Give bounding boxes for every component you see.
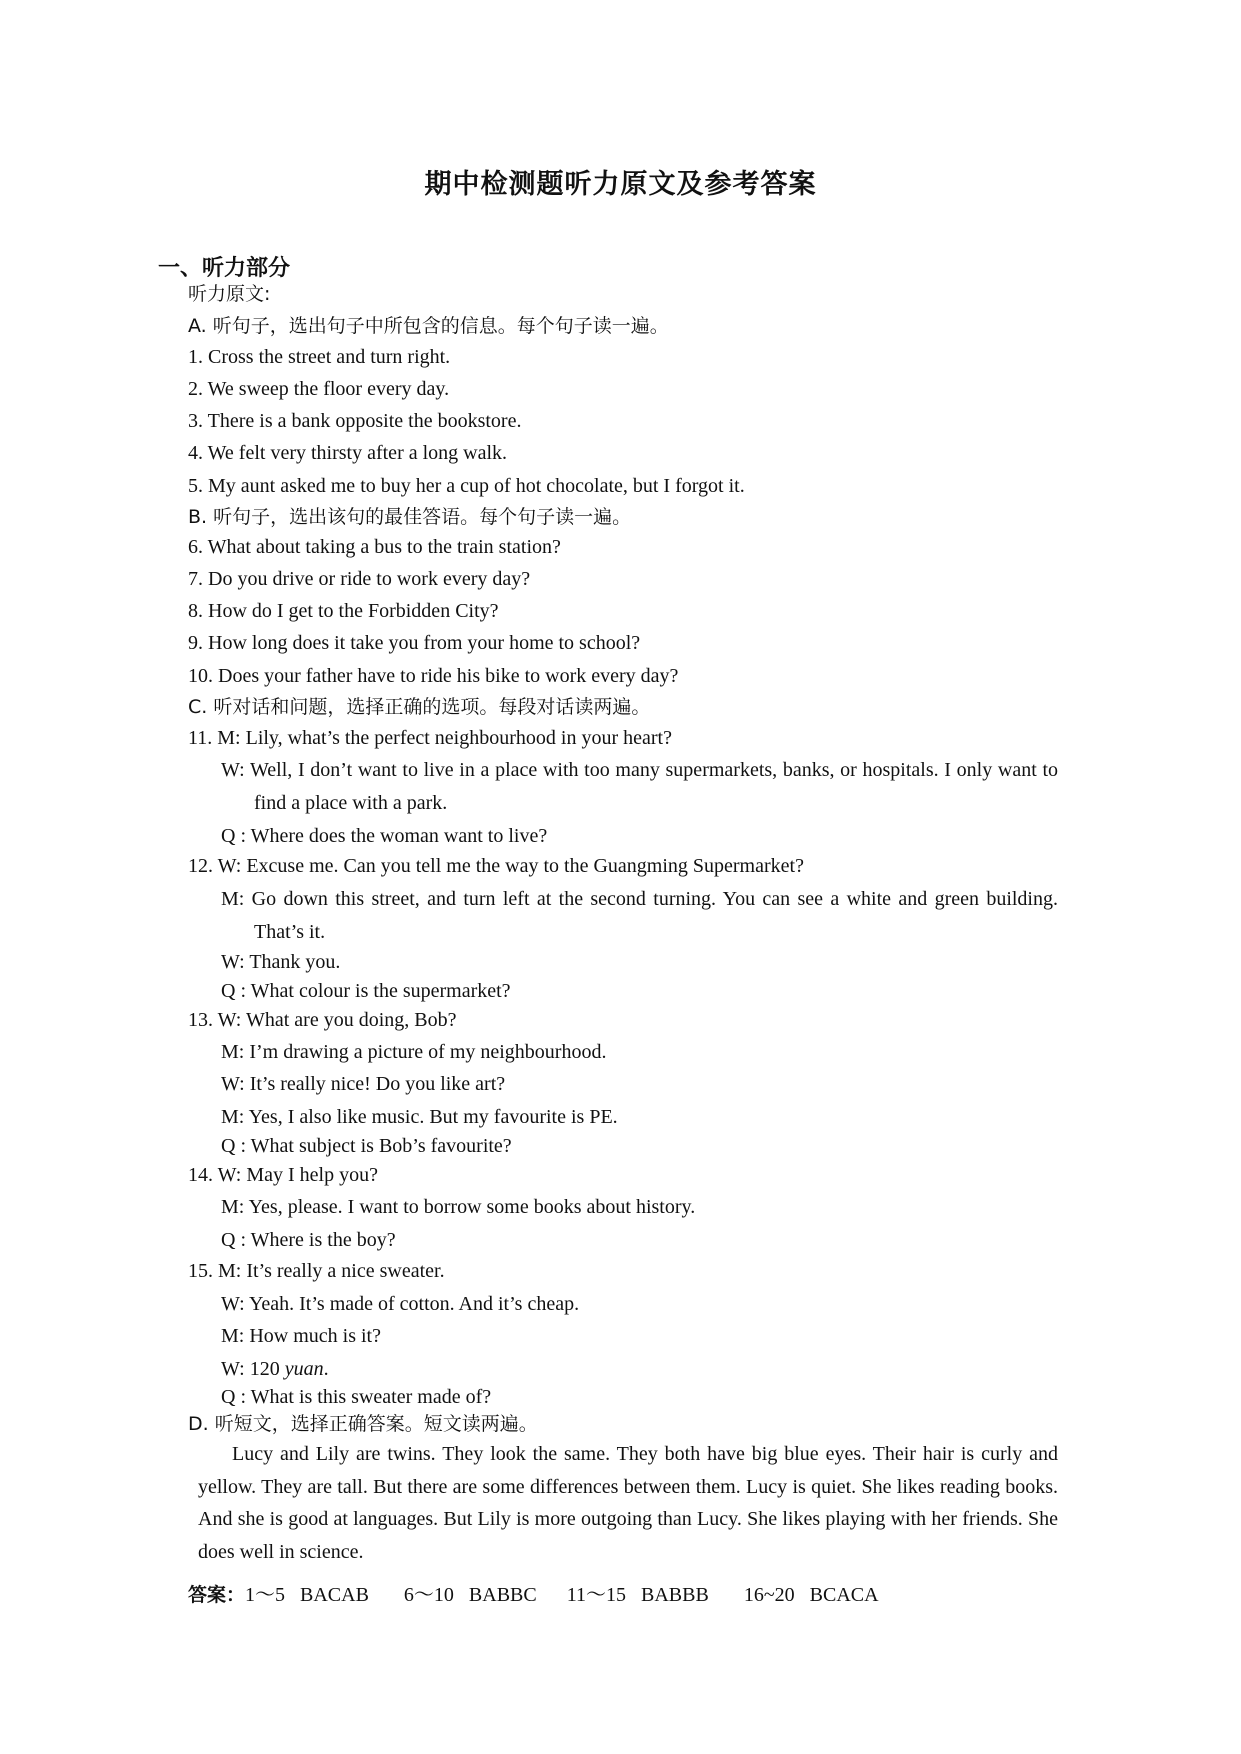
dialogue-question: Q : Where does the woman want to live? <box>221 825 548 847</box>
dialogue-line: 13. W: What are you doing, Bob? <box>188 1009 457 1031</box>
dialogue-line: W: Thank you. <box>221 951 341 973</box>
list-item: 6. What about taking a bus to the train station? <box>188 536 561 558</box>
list-item: 7. Do you drive or ride to work every day? <box>188 568 531 590</box>
page-title: 期中检测题听力原文及参考答案 <box>424 169 817 200</box>
dialogue-line: M: Yes, I also like music. But my favourite is PE. <box>221 1106 618 1128</box>
dialogue-line: W: Well, I don’t want to live in a place with too many supermarkets, banks, or hospitals. I only want to find a place with a park. <box>221 759 1058 814</box>
answer-range: 11～15 <box>566 1584 626 1606</box>
section-intro: 听力原文: <box>188 283 271 305</box>
dialogue-line <box>221 1357 329 1381</box>
dialogue-line: 11. M: Lily, what’s the perfect neighbourhood in your heart? <box>188 727 672 749</box>
part-b-instruction: B. 听句子，选出该句的最佳答语。每个句子读一遍。 <box>188 506 632 528</box>
dialogue-line: 14. W: May I help you? <box>188 1164 378 1186</box>
answer-key <box>188 1578 879 1607</box>
dialogue-line: W: Yeah. It’s made of cotton. And it’s cheap. <box>221 1293 580 1315</box>
dialogue-question: Q : What colour is the supermarket? <box>221 980 511 1002</box>
list-item: 2. We sweep the floor every day. <box>188 378 450 400</box>
part-c-instruction: C. 听对话和问题，选择正确的选项。每段对话读两遍。 <box>188 696 651 718</box>
answer-range: 16~20 <box>743 1584 795 1606</box>
currency-word: yuan <box>284 1358 324 1380</box>
answer-value: BABBC <box>468 1584 537 1606</box>
list-item: 3. There is a bank opposite the bookstore. <box>188 410 522 432</box>
part-d-instruction: D. 听短文，选择正确答案。短文读两遍。 <box>188 1413 538 1435</box>
answer-value: BCACA <box>809 1584 879 1606</box>
dialogue-line: 12. W: Excuse me. Can you tell me the way to the Guangming Supermarket? <box>188 855 804 877</box>
section-heading: 一、听力部分 <box>158 256 291 281</box>
answer-range: 1～5 <box>245 1584 286 1606</box>
answer-range: 6～10 <box>403 1584 454 1606</box>
list-item: 5. My aunt asked me to buy her a cup of hot chocolate, but I forgot it. <box>188 475 745 497</box>
list-item: 9. How long does it take you from your home to school? <box>188 632 641 654</box>
dialogue-line: M: I’m drawing a picture of my neighbourhood. <box>221 1041 607 1063</box>
passage-text: Lucy and Lily are twins. They look the same. They both have big blue eyes. Their hair is curly and yellow. They are tall. But there are some differences between them. Lucy is quiet. She likes reading books. And she is good at languages. But Lily is more outgoing than Lucy. She likes playing with her friends. She does well in science. <box>198 1443 1058 1563</box>
answer-label: 答案： <box>188 1584 246 1606</box>
dialogue-line-suffix: . <box>323 1358 329 1380</box>
dialogue-line: M: How much is it? <box>221 1325 381 1347</box>
dialogue-line-prefix: W: 120 <box>221 1358 285 1380</box>
list-item: 8. How do I get to the Forbidden City? <box>188 600 499 622</box>
dialogue-question: Q : What subject is Bob’s favourite? <box>221 1135 512 1157</box>
list-item: 1. Cross the street and turn right. <box>188 346 451 368</box>
dialogue-line: M: Go down this street, and turn left at the second turning. You can see a white and green building. That’s it. <box>221 888 1058 943</box>
dialogue-question: Q : What is this sweater made of? <box>221 1386 492 1408</box>
part-a-instruction: A. 听句子，选出句子中所包含的信息。每个句子读一遍。 <box>188 315 669 337</box>
answer-value: BABBB <box>641 1584 709 1606</box>
answer-value: BACAB <box>300 1584 369 1606</box>
list-item: 10. Does your father have to ride his bike to work every day? <box>188 665 679 687</box>
dialogue-question: Q : Where is the boy? <box>221 1229 396 1251</box>
dialogue-line: M: Yes, please. I want to borrow some books about history. <box>221 1196 696 1218</box>
dialogue-line: 15. M: It’s really a nice sweater. <box>188 1260 445 1282</box>
list-item: 4. We felt very thirsty after a long walk. <box>188 442 508 464</box>
dialogue-line: W: It’s really nice! Do you like art? <box>221 1073 506 1095</box>
